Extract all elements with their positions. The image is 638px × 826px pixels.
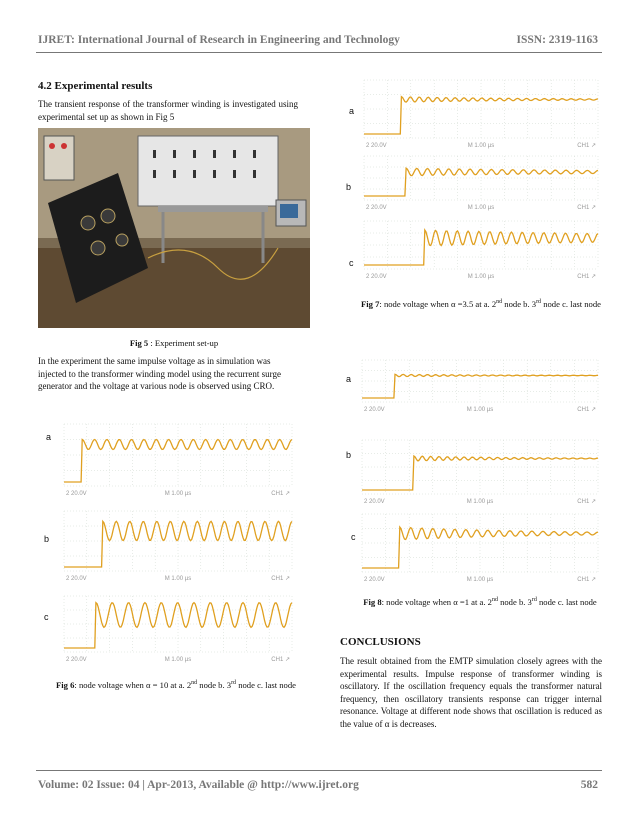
scope-time-readout: M 1.00 µs — [467, 205, 495, 211]
volume-footer: Volume: 02 Issue: 04 | Apr-2013, Available @ http://www.ijret.org — [38, 779, 359, 791]
conclusions-title: CONCLUSIONS — [340, 636, 421, 648]
scope-channel-readout: CH1 ↗ — [271, 576, 290, 582]
fig8-caption — [352, 594, 608, 608]
fig7-text: : node voltage when α =3.5 at a. 2nd node b. 3rd node c. last node — [379, 298, 601, 309]
fig7c-scope — [360, 215, 602, 281]
fig6-label-a: a — [46, 432, 52, 442]
fig8-label-a: a — [346, 374, 352, 384]
scope-channel-readout: CH1 ↗ — [271, 657, 290, 663]
fig8-label-c: c — [351, 532, 356, 542]
experiment-paragraph: In the experiment the same impulse voltage as in simulation was injected to the transformer winding model using the recurrent surge generator and the voltage at various node is observed using CRO. — [38, 356, 282, 391]
scope-volt-readout: 2 20.0V — [66, 657, 87, 663]
scope-volt-readout: 2 20.0V — [366, 274, 387, 280]
fig7-caption — [356, 296, 606, 310]
scope-channel-readout: CH1 ↗ — [577, 577, 596, 583]
fig5-label: Fig 5 — [129, 338, 149, 348]
fig8-label-b: b — [346, 450, 352, 460]
conclusions-paragraph: The result obtained from the EMTP simulation closely agrees with the experimental results. Impulse response of transformer winding is oscillatory. If the oscillation frequency equals the transformer natural frequency, then oscillatory transients response can trigger internal resonance. Voltage at different node shows that oscillation is reduced as the value of α is decreases. — [340, 656, 602, 729]
fig7a-scope — [360, 74, 602, 150]
issn-header: ISSN: 2319-1163 — [516, 34, 598, 46]
scope-volt-readout: 2 20.0V — [66, 491, 87, 497]
fig7b-scope — [360, 150, 602, 212]
fig6b-scope — [60, 505, 296, 583]
fig6-label: Fig 6 — [56, 679, 75, 690]
fig7-label-b: b — [346, 182, 352, 192]
page-number: 582 — [580, 779, 598, 791]
fig6-text: : node voltage when α = 10 at a. 2nd node b. 3rd node c. last node — [74, 679, 296, 690]
fig7-label-c: c — [349, 258, 354, 268]
scope-volt-readout: 2 20.0V — [364, 407, 385, 413]
scope-trace — [362, 374, 598, 398]
scope-channel-readout: CH1 ↗ — [577, 274, 596, 280]
fig7-label: Fig 7 — [361, 298, 380, 309]
experiment-photo — [38, 128, 310, 328]
scope-volt-readout: 2 20.0V — [364, 577, 385, 583]
fig5-caption — [38, 337, 310, 349]
scope-channel-readout: CH1 ↗ — [577, 205, 596, 211]
fig8-text: : node voltage when α =1 at a. 2nd node b. 3rd node c. last node — [381, 596, 597, 607]
scope-time-readout: M 1.00 µs — [466, 407, 494, 413]
scope-volt-readout: 2 20.0V — [366, 205, 387, 211]
scope-volt-readout: 2 20.0V — [366, 143, 387, 149]
fig8-label: Fig 8 — [363, 596, 382, 607]
footer-rule — [36, 770, 602, 771]
scope-channel-readout: CH1 ↗ — [271, 491, 290, 497]
fig6-label-c: c — [44, 612, 49, 622]
scope-volt-readout: 2 20.0V — [66, 576, 87, 582]
header-rule — [36, 52, 602, 53]
scope-time-readout: M 1.00 µs — [164, 657, 192, 663]
fig6-label-b: b — [44, 534, 50, 544]
fig8b-scope — [358, 434, 602, 506]
fig8c-scope — [358, 508, 602, 584]
fig6-caption — [46, 677, 306, 691]
scope-time-readout: M 1.00 µs — [164, 576, 192, 582]
scope-time-readout: M 1.00 µs — [467, 143, 495, 149]
fig7-label-a: a — [349, 106, 355, 116]
scope-channel-readout: CH1 ↗ — [577, 499, 596, 505]
fig6a-scope — [60, 418, 296, 498]
scope-trace — [364, 168, 598, 196]
fig6c-scope — [60, 590, 296, 664]
intro-paragraph: The transient response of the transformer winding is investigated using experimental set up as shown in Fig 5 — [38, 99, 298, 122]
scope-time-readout: M 1.00 µs — [466, 577, 494, 583]
scope-volt-readout: 2 20.0V — [364, 499, 385, 505]
scope-time-readout: M 1.00 µs — [164, 491, 192, 497]
section-title: 4.2 Experimental results — [38, 80, 153, 92]
fig5-text: : Experiment set-up — [148, 338, 219, 348]
scope-channel-readout: CH1 ↗ — [577, 407, 596, 413]
scope-time-readout: M 1.00 µs — [467, 274, 495, 280]
scope-trace — [364, 230, 598, 265]
fig8a-scope — [358, 354, 602, 414]
scope-channel-readout: CH1 ↗ — [577, 143, 596, 149]
journal-header: IJRET: International Journal of Research in Engineering and Technology — [38, 34, 400, 46]
scope-time-readout: M 1.00 µs — [466, 499, 494, 505]
